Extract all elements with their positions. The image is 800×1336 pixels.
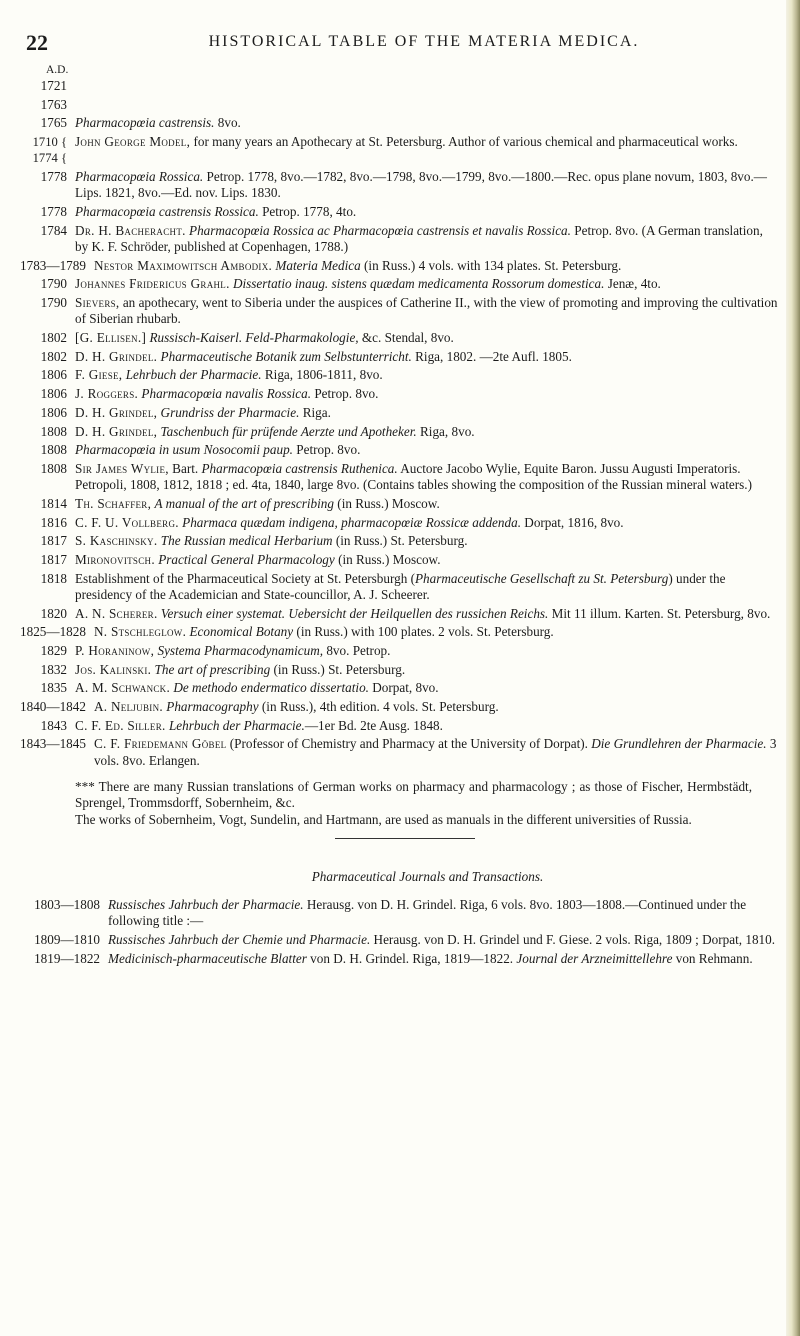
work-title: Russisch-Kaiserl. Feld-Pharmakologie, (149, 330, 359, 346)
entry-note: Dorpat, 8vo. (368, 680, 439, 696)
entry-date: 1808 (40, 423, 67, 439)
entry-date: 1808 (40, 442, 67, 458)
author-name: A. Neljubin. (93, 699, 163, 715)
author-name: Dr. H. Bacheracht. (75, 222, 186, 238)
entry-text (94, 699, 780, 715)
entry-text (75, 606, 780, 622)
list-item (20, 699, 780, 715)
author-name: J. Roggers. (75, 386, 139, 402)
entry-note: Petrop. 1778, 8vo.—1782, 8vo.—1798, 8vo.—1799, 8vo.—1800.—Rec. opus plane novum, 1803, 8vo.—Lips. 1821, 8vo.—Ed. nov. Lips. 1830. (75, 169, 767, 201)
entry-text (108, 932, 780, 948)
author-name: D. H. Grindel. (75, 348, 158, 364)
entry-date: 1765 (40, 115, 67, 131)
entry-note: (Professor of Chemistry and Pharmacy at the University of Dorpat). (229, 736, 592, 752)
work-title: Journal der Arzneimittellehre (516, 950, 673, 966)
entry-note: 3 vols. 8vo. Erlangen. (93, 736, 777, 768)
entry-date: 1778 (40, 169, 67, 185)
list-item (20, 405, 780, 421)
page-header (26, 30, 762, 60)
author-name: [G. Ellisen.] (75, 330, 147, 346)
author-name: A. N. Scherer. (75, 605, 158, 621)
page-edge (786, 0, 800, 1336)
list-item (20, 330, 780, 346)
entry-note: (in Russ.) St. Petersburg. (332, 533, 468, 549)
entry-text (75, 552, 780, 568)
author-name: Th. Schaffer, (75, 495, 152, 511)
author-name: D. H. Grindel, (75, 404, 158, 420)
author-name: Johannes Fridericus Grahl. (75, 276, 230, 292)
entry-text (108, 951, 780, 967)
entry-date: 1808 (40, 460, 67, 476)
work-title: Pharmacopœia navalis Rossica. (141, 386, 312, 402)
entry-note: an apothecary, went to Siberia under the auspices of Catherine II., with the view of promoting and improving the cultivation of Siberian rhubarb. (75, 295, 778, 327)
entry-date: 1710 { 1774 { (32, 135, 67, 166)
entry-note: (in Russ.) 4 vols. with 134 plates. St. Petersburg. (360, 257, 622, 273)
author-name: Sir James Wylie, (75, 460, 169, 476)
entry-text (75, 97, 780, 113)
work-title: Materia Medica (275, 257, 361, 273)
list-item (20, 461, 780, 494)
list-item (20, 258, 780, 274)
entry-text (75, 169, 780, 202)
entry-note: Mit 11 illum. Karten. St. Petersburg, 8vo. (548, 605, 771, 621)
work-title: Pharmacopœia castrensis. (75, 115, 215, 131)
entry-text (75, 349, 780, 365)
entry-text (75, 204, 780, 220)
footnote-paragraph: *** There are many Russian translations of German works on pharmacy and pharmacology ; as those of Fischer, Hermbstädt, Sprengel, Trommsdorff, Sobernheim, &c. (75, 779, 752, 811)
work-title: Pharmaceutische Botanik zum Selbstunterricht. (160, 348, 412, 364)
list-item (20, 552, 780, 568)
entry-text (75, 571, 780, 604)
entry-date: 1809—1810 (34, 932, 100, 948)
list-item (20, 367, 780, 383)
author-name: C. F. Ed. Siller. (75, 717, 166, 733)
author-name: Jos. Kalinski. (75, 661, 152, 677)
list-item (20, 571, 780, 604)
work-title: Grundriss der Pharmacie. (160, 404, 300, 420)
entry-text (94, 258, 780, 274)
entry-date: 1802 (40, 330, 67, 346)
list-item (20, 442, 780, 458)
entry-text (75, 662, 780, 678)
entry-date: 1790 (40, 276, 67, 292)
list-item (20, 606, 780, 622)
entry-note: (in Russ.) Moscow. (334, 495, 440, 511)
work-title: De methodo endermatico dissertatio. (173, 680, 369, 696)
entry-text (75, 223, 780, 256)
work-title: Pharmacopœia Rossica ac Pharmacopœia castrensis et navalis Rossica. (189, 222, 571, 238)
ad-label: A.D. (46, 64, 69, 76)
list-item (20, 134, 780, 167)
entry-date: 1778 (40, 204, 67, 220)
entry-text (75, 424, 780, 440)
entry-date: 1806 (40, 367, 67, 383)
author-name: S. Kaschinsky. (75, 533, 158, 549)
entry-note: von D. H. Grindel. Riga, 1819—1822. (306, 950, 517, 966)
entry-note: (in Russ.), 4th edition. 4 vols. St. Petersburg. (258, 699, 499, 715)
entry-note: Bart. (172, 460, 202, 476)
author-name: C. F. U. Vollberg. (75, 514, 179, 530)
chronology-entries (20, 78, 780, 769)
author-name: John George Model, (75, 134, 191, 150)
entry-note: Riga. (299, 404, 331, 420)
entry-date: 1806 (40, 404, 67, 420)
list-item (20, 496, 780, 512)
entry-text (75, 386, 780, 402)
work-title: Medicinisch-pharmaceutische Blatter (108, 950, 307, 966)
entry-note: Riga, 1802. —2te Aufl. 1805. (411, 348, 572, 364)
entry-text (75, 78, 780, 94)
running-title: HISTORICAL TABLE OF THE MATERIA MEDICA. (208, 33, 640, 50)
entry-date: 1825—1828 (20, 624, 86, 640)
author-name: P. Horaninow, (75, 642, 155, 658)
entry-date: 1802 (40, 348, 67, 364)
entry-text (108, 897, 780, 930)
entry-text (75, 134, 780, 167)
entry-text (75, 405, 780, 421)
entry-date: 1829 (40, 642, 67, 658)
author-name: Mironovitsch. (75, 551, 155, 567)
work-title: Pharmaceutische Gesellschaft zu St. Petersburg (415, 570, 669, 586)
entry-note: 8vo. (214, 115, 241, 131)
author-name: N. Stschleglow. (93, 624, 187, 640)
entry-date: 1840—1842 (20, 699, 86, 715)
entry-text (75, 330, 780, 346)
entry-text (75, 115, 780, 131)
entry-note: von Rehmann. (672, 950, 753, 966)
work-title: Pharmacopœia Rossica. (75, 169, 204, 185)
work-title: Pharmacography (166, 699, 259, 715)
entry-date: 1832 (40, 661, 67, 677)
list-item (20, 115, 780, 131)
entry-date: 1784 (40, 222, 67, 238)
entry-date: 1803—1808 (34, 897, 100, 913)
entry-note: 8vo. Petrop. (323, 642, 391, 658)
entry-date: 1818 (40, 570, 67, 586)
work-title: Lehrbuch der Pharmacie. (125, 367, 262, 383)
entry-note: Petrop. 8vo. (311, 386, 379, 402)
work-title: Pharmacopœia castrensis Rossica. (75, 204, 259, 220)
entry-text (75, 276, 780, 292)
entry-text (75, 442, 780, 458)
list-item (20, 276, 780, 292)
list-item (20, 533, 780, 549)
entry-text (75, 680, 780, 696)
entry-note: Jenæ, 4to. (604, 276, 661, 292)
entry-text (75, 295, 780, 328)
entry-note: Dorpat, 1816, 8vo. (521, 514, 624, 530)
work-title: Lehrbuch der Pharmacie. (168, 717, 305, 733)
list-item (20, 78, 780, 94)
work-title: Pharmaca quædam indigena, pharmacopœiæ Rossicæ addenda. (182, 514, 521, 530)
entry-note: Petrop. 8vo. (292, 442, 361, 458)
author-name: Nestor Maximowitsch Ambodix. (93, 257, 273, 273)
entry-text (75, 461, 780, 494)
entry-date: 1843 (40, 717, 67, 733)
author-name: A. M. Schwanck. (75, 680, 171, 696)
work-title: Taschenbuch für prüfende Aerzte und Apotheker. (160, 423, 417, 439)
entry-date: 1783—1789 (20, 257, 86, 273)
entry-note: Petrop. 1778, 4to. (258, 204, 357, 220)
footnote-paragraph: The works of Sobernheim, Vogt, Sundelin, and Hartmann, are used as manuals in the different universities of Russia. (75, 811, 692, 827)
entry-date: 1721 (40, 78, 67, 93)
entry-note: Riga, 1806-1811, 8vo. (261, 367, 383, 383)
entry-text (94, 624, 780, 640)
list-item (20, 624, 780, 640)
entry-text (75, 533, 780, 549)
work-title: Dissertatio inaug. sistens quædam medicamenta Rossorum domestica. (232, 276, 605, 292)
list-item (20, 643, 780, 659)
entry-date: 1817 (40, 533, 67, 549)
entry-date: 1806 (40, 386, 67, 402)
list-item (20, 169, 780, 202)
work-title: Systema Pharmacodynamicum, (157, 642, 324, 658)
entry-note: &c. Stendal, 8vo. (358, 330, 454, 346)
section-divider (335, 838, 475, 839)
list-item (20, 897, 780, 930)
entry-text (75, 515, 780, 531)
entry-text (75, 718, 780, 734)
entry-note: Herausg. von D. H. Grindel und F. Giese. 2 vols. Riga, 1809 ; Dorpat, 1810. (370, 932, 776, 948)
work-title: Practical General Pharmacology (158, 551, 335, 567)
list-item (20, 204, 780, 220)
entry-date: 1790 (40, 295, 67, 311)
page-number: 22 (26, 30, 48, 55)
work-title: Russisches Jahrbuch der Pharmacie. (108, 897, 304, 913)
work-title: Pharmacopœia castrensis Ruthenica. (201, 460, 398, 476)
entry-date: 1816 (40, 514, 67, 530)
entry-note: (in Russ.) with 100 plates. 2 vols. St. Petersburg. (293, 624, 554, 640)
entry-note: Herausg. von D. H. Grindel. Riga, 6 vols. 8vo. 1803—1808.—Continued under the following title :— (108, 897, 747, 929)
list-item (20, 223, 780, 256)
list-item (20, 736, 780, 769)
list-item (20, 932, 780, 948)
entry-note: (in Russ.) Moscow. (334, 551, 441, 567)
entry-date: 1817 (40, 551, 67, 567)
list-item (20, 349, 780, 365)
list-item (20, 951, 780, 967)
list-item (20, 424, 780, 440)
entry-note: Establishment of the Pharmaceutical Society at St. Petersburgh ( (75, 570, 415, 586)
work-title: The Russian medical Herbarium (160, 533, 333, 549)
entry-note: for many years an Apothecary at St. Petersburg. Author of various chemical and pharmaceutical works. (193, 134, 738, 150)
entry-text (75, 643, 780, 659)
entry-date: 1843—1845 (20, 736, 86, 752)
entry-date: 1763 (40, 96, 67, 112)
entry-note: Petrop. 8vo. (A German translation, by K. F. Schröder, published at Copenhagen, 1788.) (75, 222, 763, 255)
entry-text (94, 736, 780, 769)
author-name: D. H. Grindel, (75, 423, 158, 439)
list-item (20, 662, 780, 678)
section-title: Pharmaceutical Journals and Transactions. (311, 868, 544, 884)
work-title: Pharmacopœia in usum Nosocomii paup. (75, 442, 293, 458)
entry-date: 1814 (40, 495, 67, 511)
entry-text (75, 496, 780, 512)
entry-date: 1819—1822 (34, 950, 100, 966)
list-item (20, 386, 780, 402)
list-item (20, 515, 780, 531)
work-title: Versuch einer systemat. Uebersicht der Heilquellen des russichen Reichs. (160, 605, 549, 621)
author-name: C. F. Friedemann Göbel (93, 736, 227, 752)
page-content (20, 62, 780, 970)
entry-note: (in Russ.) St. Petersburg. (270, 661, 406, 677)
entry-note: ) under the presidency of the Academician and State-councillor, A. J. Scheerer. (75, 570, 726, 602)
entry-date: 1820 (40, 605, 67, 621)
entry-text (75, 367, 780, 383)
entry-date: 1835 (40, 680, 67, 696)
journal-entries (20, 897, 780, 967)
entry-note: Auctore Jacobo Wylie, Equite Baron. Jussu Augusti Imperatoris. Petropoli, 1808, 1812, 1818 ; ed. 4ta, 1840, large 8vo. (Contains tables showing the composition of the Russian mineral waters.) (75, 460, 752, 493)
author-name: F. Giese, (75, 367, 123, 383)
work-title: Die Grundlehren der Pharmacie. (591, 736, 767, 752)
list-item (20, 295, 780, 328)
work-title: Economical Botany (189, 624, 294, 640)
entry-note: —1er Bd. 2te Ausg. 1848. (304, 717, 443, 733)
work-title: The art of prescribing (154, 661, 271, 677)
list-item (20, 97, 780, 113)
list-item (20, 718, 780, 734)
work-title: A manual of the art of prescribing (154, 495, 334, 511)
list-item (20, 680, 780, 696)
entry-note: Riga, 8vo. (416, 423, 475, 439)
work-title: Russisches Jahrbuch der Chemie und Pharmacie. (108, 932, 371, 948)
author-name: Sievers, (75, 295, 120, 311)
